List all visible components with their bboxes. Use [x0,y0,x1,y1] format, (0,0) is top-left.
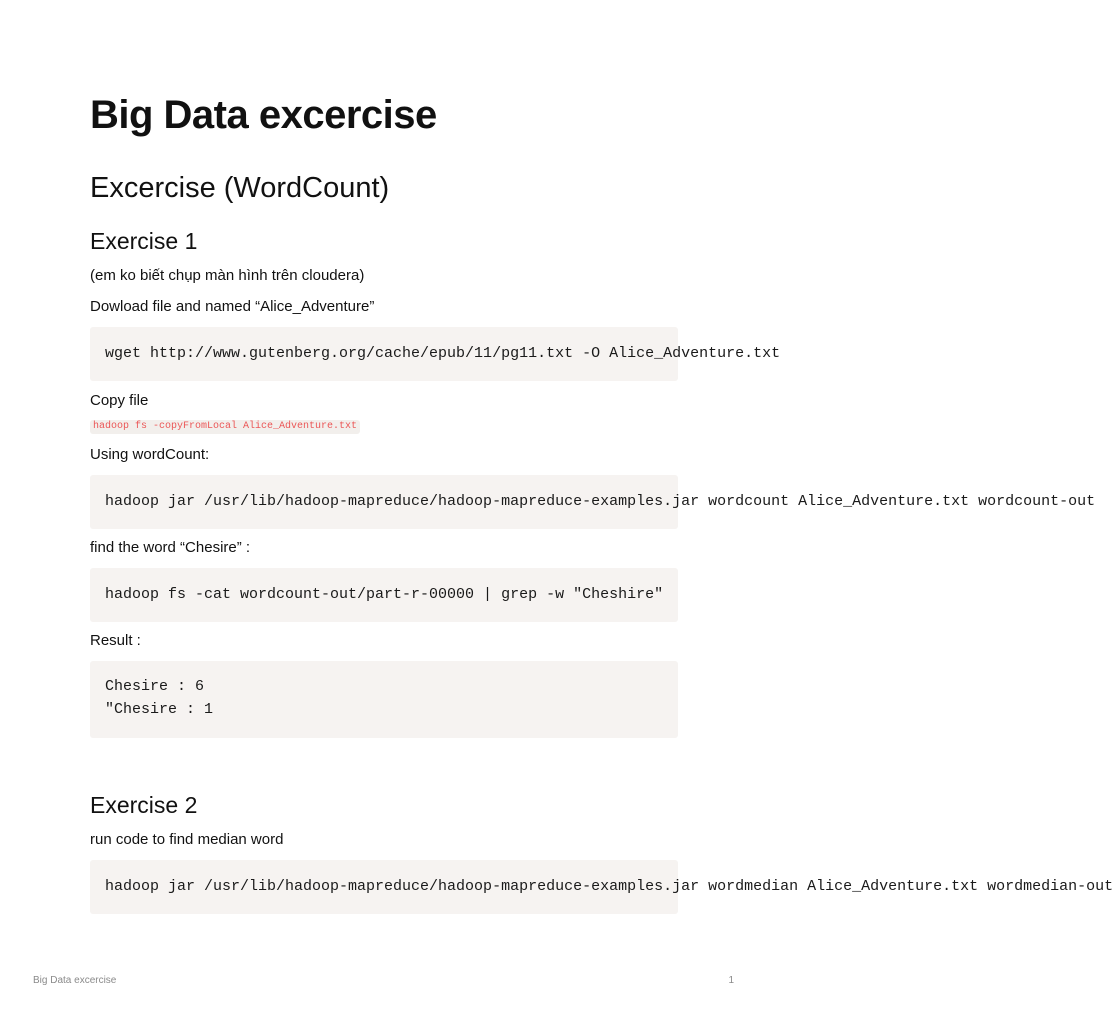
download-code-block [90,327,781,381]
median-code-block [90,860,1113,914]
wordcount-code-block [90,475,1096,529]
footer-title: Big Data excercise [33,975,117,986]
copy-label: Copy file [90,392,149,409]
footer-page-number: 1 [728,975,734,986]
find-word-code-block [90,568,678,622]
result-code-block [90,661,678,738]
find-word-command: hadoop fs -cat wordcount-out/part-r-00000 | grep -w "Cheshire" [105,586,664,603]
exercise-2-description: run code to find median word [90,831,284,848]
result-line-2: "Chesire : 1 [105,701,214,718]
wordcount-command: hadoop jar /usr/lib/hadoop-mapreduce/hadoop-mapreduce-examples.jar wordcount Alice_Adventure.txt wordcount-out [105,493,1096,510]
section-heading: Excercise (WordCount) [90,172,390,204]
exercise-1-heading: Exercise 1 [90,228,198,254]
exercise-2-heading: Exercise 2 [90,792,198,818]
wordcount-label: Using wordCount: [90,446,210,463]
result-line-1: Chesire : 6 [105,678,205,695]
download-label: Dowload file and named “Alice_Adventure” [90,298,375,315]
copy-command-inline-code: hadoop fs -copyFromLocal Alice_Adventure.txt [90,420,360,434]
median-command: hadoop jar /usr/lib/hadoop-mapreduce/hadoop-mapreduce-examples.jar wordmedian Alice_Adventure.txt wordmedian-out [105,878,1113,895]
find-word-label: find the word “Chesire” : [90,539,251,556]
result-label: Result : [90,632,141,649]
download-command: wget http://www.gutenberg.org/cache/epub/11/pg11.txt -O Alice_Adventure.txt [105,345,781,362]
page-title: Big Data excercise [90,93,437,137]
exercise-1-note: (em ko biết chụp màn hình trên cloudera) [90,267,365,284]
